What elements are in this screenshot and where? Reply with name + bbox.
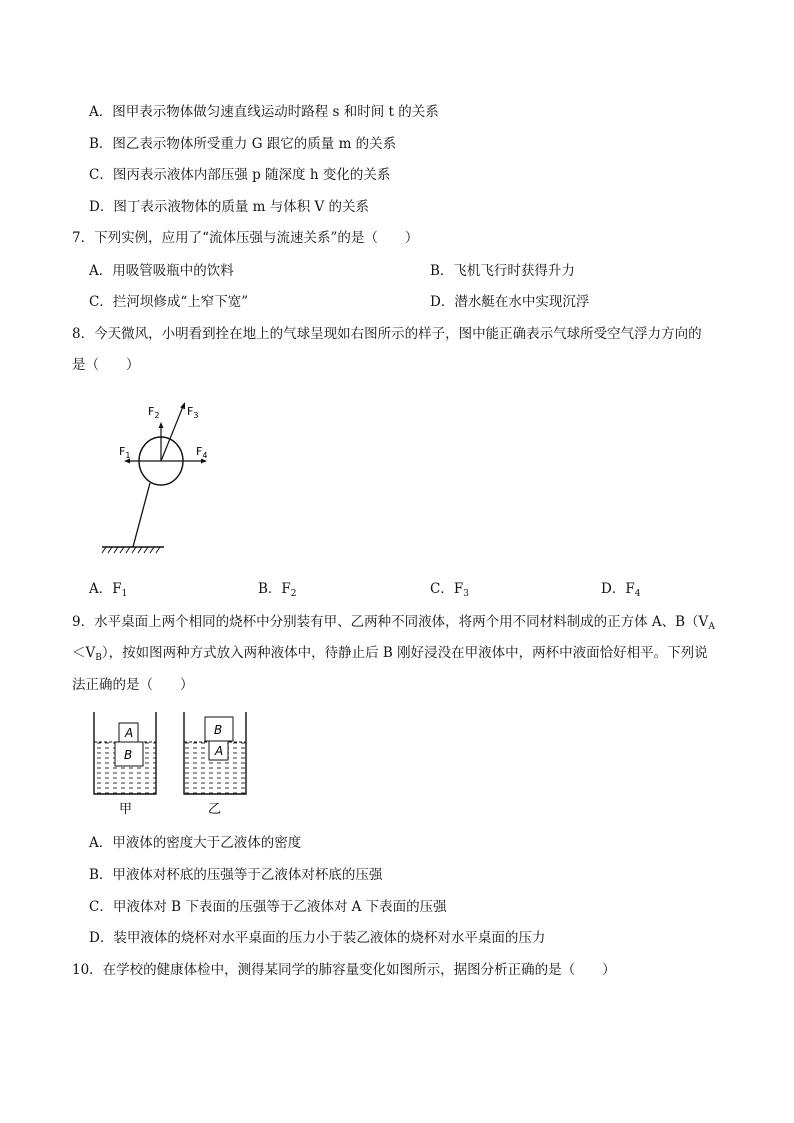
f4-label: $F_4$ xyxy=(196,445,208,460)
balloon-string xyxy=(133,483,150,547)
q6-option-d: D．图丁表示液物体的质量 m 与体积 V 的关系 xyxy=(89,199,370,215)
ground-hatching xyxy=(102,547,160,553)
q8-option-a: A．$F_1$ xyxy=(89,581,128,599)
q9-option-a: A．甲液体的密度大于乙液体的密度 xyxy=(89,835,302,851)
q7-option-b: B．飞机飞行时获得升力 xyxy=(430,263,575,279)
f3-label: $F_3$ xyxy=(187,405,199,420)
q8-option-c: C．$F_3$ xyxy=(430,581,469,599)
f1-label: $F_1$ xyxy=(119,445,131,460)
q9-option-b: B．甲液体对杯底的压强等于乙液体对杯底的压强 xyxy=(89,867,383,883)
q7-option-c: C．拦河坝修成“上窄下宽” xyxy=(89,294,249,310)
svg-text:B: B xyxy=(214,723,223,737)
svg-text:A: A xyxy=(215,744,224,758)
svg-text:B: B xyxy=(124,748,133,762)
q7-option-a: A．用吸管吸瓶中的饮料 xyxy=(89,263,234,279)
beaker-jia xyxy=(94,712,156,817)
q9-stem-line3: 法正确的是（ ） xyxy=(72,677,194,693)
q8-option-d: D．$F_4$ xyxy=(601,581,641,599)
q7-option-d: D．潜水艇在水中实现沉浮 xyxy=(430,294,590,310)
q6-option-a: A．图甲表示物体做匀速直线运动时路程 s 和时间 t 的关系 xyxy=(89,104,439,120)
f3-arrowhead xyxy=(180,402,185,409)
svg-text:甲: 甲 xyxy=(119,802,133,817)
q8-stem-line2: 是（ ） xyxy=(72,357,140,373)
q8-stem-line1: 8．今天微风，小明看到拴在地上的气球呈现如右图所示的样子，图中能正确表示气球所受空气浮力方向的 xyxy=(72,326,702,342)
svg-text:A: A xyxy=(125,726,134,740)
q8-balloon-figure xyxy=(98,390,228,560)
q10-stem: 10．在学校的健康体检中，测得某同学的肺容量变化如图所示，据图分析正确的是（ ） xyxy=(72,962,616,978)
q6-option-b: B．图乙表示物体所受重力 G 跟它的质量 m 的关系 xyxy=(89,136,397,152)
q9-option-d: D．装甲液体的烧杯对水平桌面的压力小于装乙液体的烧杯对水平桌面的压力 xyxy=(89,930,546,946)
svg-text:乙: 乙 xyxy=(208,802,222,817)
f3-line xyxy=(161,404,184,461)
q8-option-b: B．$F_2$ xyxy=(258,581,297,599)
q6-option-c: C．图丙表示液体内部压强 p 随深度 h 变化的关系 xyxy=(89,167,391,183)
q9-option-c: C．甲液体对 B 下表面的压强等于乙液体对 A 下表面的压强 xyxy=(89,899,447,915)
f2-arrowhead xyxy=(159,422,164,428)
q9-beakers-figure xyxy=(88,706,258,818)
q9-stem-line2: $<V_B$），按如图两种方式放入两种液体中，待静止后 B 刚好浸没在甲液体中，两杯中液面恰好相平。下列说 xyxy=(72,645,708,663)
q9-stem-line1: 9．水平桌面上两个相同的烧杯中分别装有甲、乙两种不同液体，将两个用不同材料制成的正方体 A、$B(V_A$ xyxy=(72,614,715,632)
beaker-yi xyxy=(184,712,246,817)
q7-stem: 7．下列实例，应用了“流体压强与流速关系”的是（ ） xyxy=(72,230,419,246)
f2-label: $F_2$ xyxy=(148,405,160,420)
